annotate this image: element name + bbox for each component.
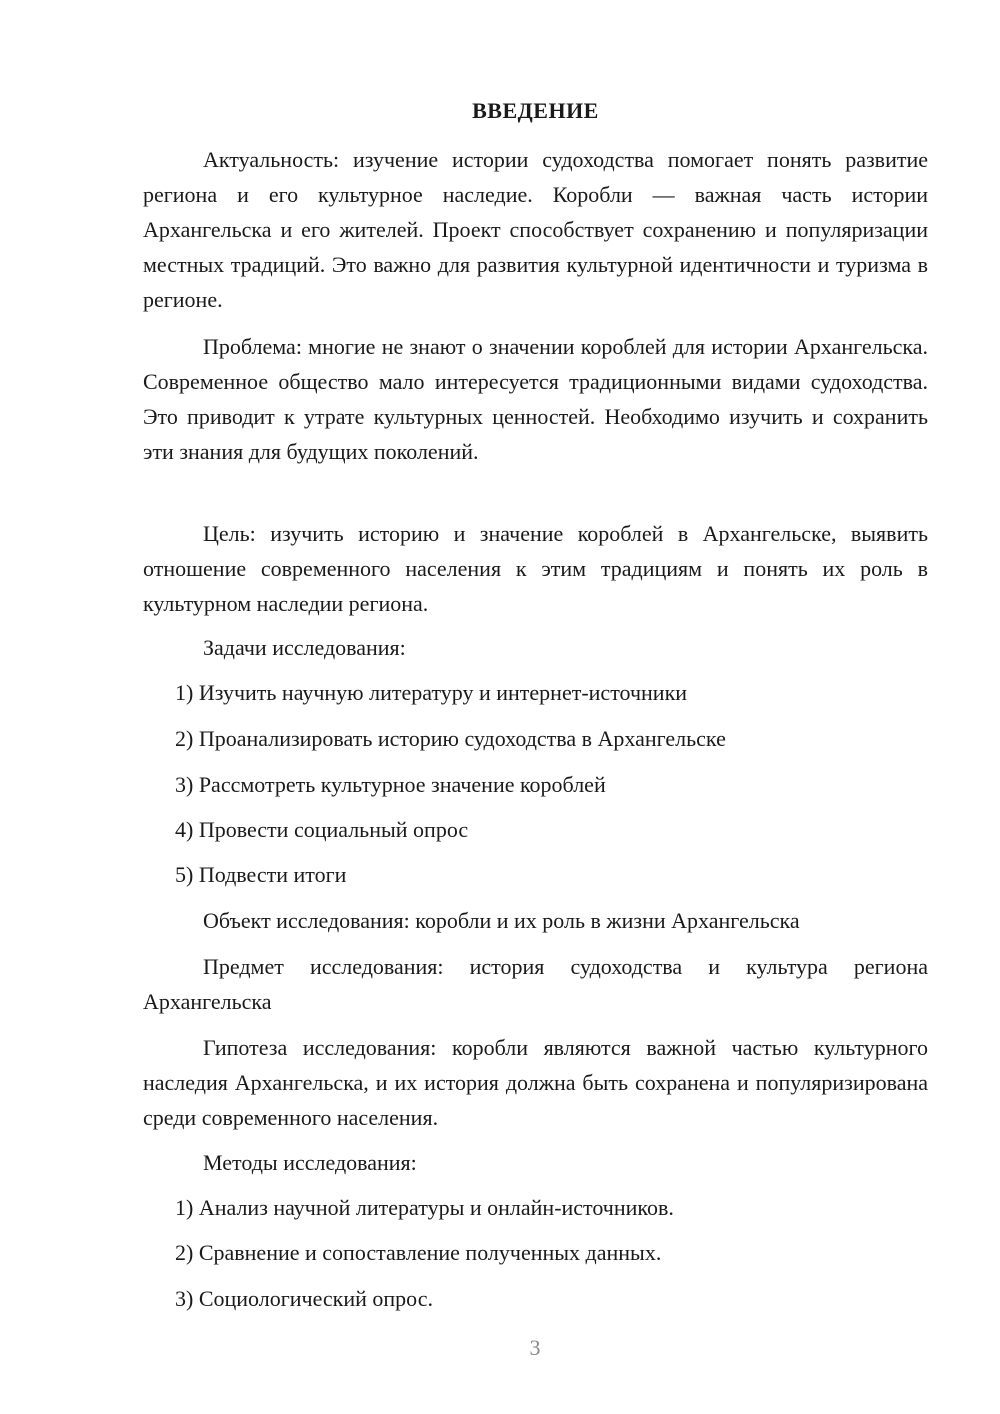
object-line: Объект исследования: коробли и их роль в жизни Архангельска (203, 908, 800, 933)
methods-heading: Методы исследования: (203, 1150, 417, 1175)
tasks-heading: Задачи исследования: (203, 635, 406, 660)
task-item: 2) Проанализировать историю судоходства в Архангельске (175, 726, 726, 751)
method-item: 1) Анализ научной литературы и онлайн-источников. (175, 1195, 674, 1220)
task-item: 4) Провести социальный опрос (175, 817, 469, 842)
hypothesis-paragraph: Гипотеза исследования: коробли являются важной частью культурного наследия Архангельска, и их история должна быть сохранена и популяризирована среди современного населения. (143, 1035, 928, 1130)
goal-paragraph: Цель: изучить историю и значение короблей в Архангельске, выявить отношение современного населения к этим традициям и понять их роль в культурном наследии региона. (143, 521, 928, 616)
page-number: 3 (529, 1335, 541, 1360)
page-title: ВВЕДЕНИЕ (472, 98, 599, 123)
subject-paragraph: Предмет исследования: история судоходства и культура региона Архангельска (143, 954, 928, 1014)
task-item: 1) Изучить научную литературу и интернет-источники (175, 680, 688, 705)
problem-paragraph: Проблема: многие не знают о значении короблей для истории Архангельска. Современное общество мало интересуется традиционными видами судоходства. Это приводит к утрате культурных ценностей. Необходимо изучить и сохранить эти знания для будущих поколений. (143, 334, 928, 464)
task-item: 5) Подвести итоги (175, 862, 347, 887)
method-item: 3) Социологический опрос. (175, 1286, 433, 1311)
method-item: 2) Сравнение и сопоставление полученных данных. (175, 1240, 662, 1265)
relevance-paragraph: Актуальность: изучение истории судоходства помогает понять развитие региона и его культурное наследие. Коробли — важная часть истории Архангельска и его жителей. Проект способствует сохранению и популяризации местных традиций. Это важно для развития культурной идентичности и туризма в регионе. (143, 147, 928, 312)
task-item: 3) Рассмотреть культурное значение короблей (175, 772, 606, 797)
